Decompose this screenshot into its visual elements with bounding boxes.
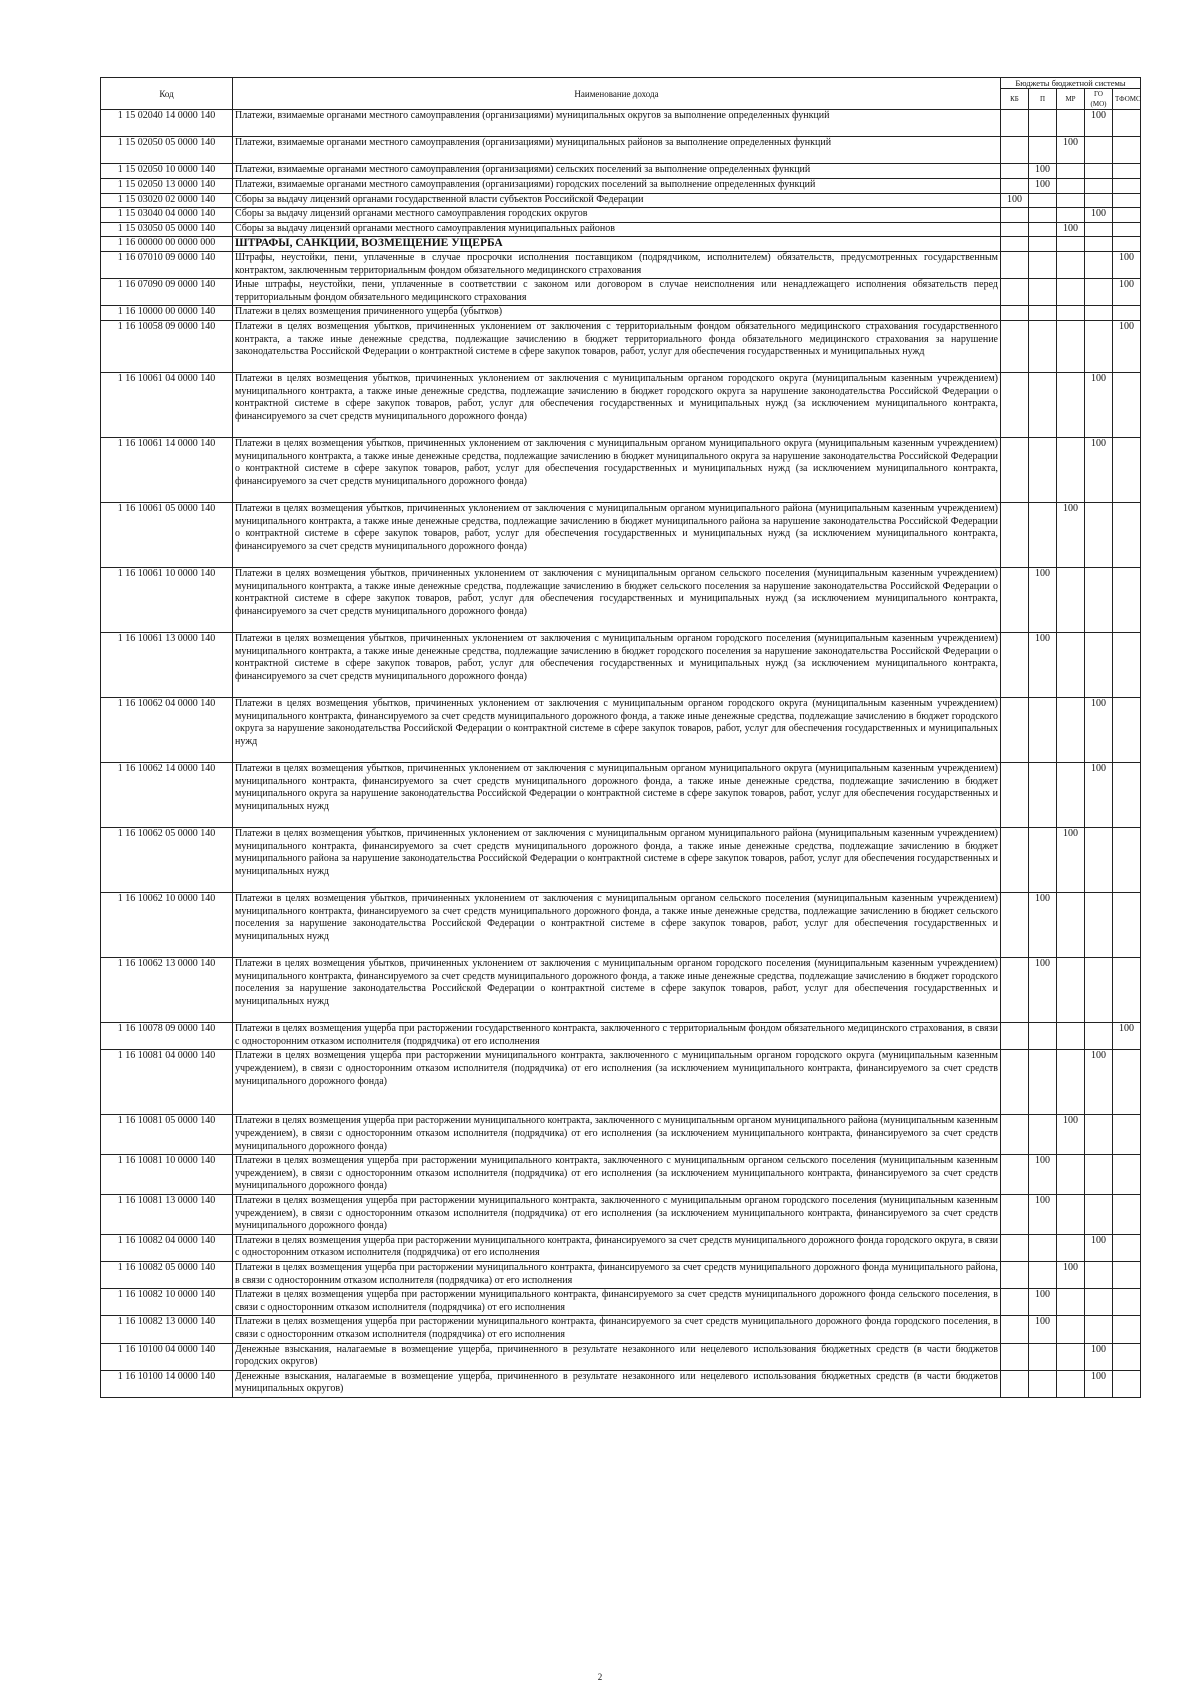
row-name: Платежи, взимаемые органами местного самоуправления (организациями) сельских поселений за выполнение определенных функций (233, 164, 1001, 179)
row-name: Иные штрафы, неустойки, пени, уплаченные в соответствии с законом или договором в случае неисполнения или ненадлежащего исполнения обязательств перед территориальным фондом обязательного медицинского страхования (233, 279, 1001, 306)
row-budget-share (1113, 1289, 1141, 1316)
row-budget-share: 100 (1029, 1316, 1057, 1343)
row-budget-share: 100 (1029, 958, 1057, 1023)
row-budget-share (1029, 137, 1057, 164)
row-code: 1 16 10061 05 0000 140 (101, 503, 233, 568)
row-budget-share (1057, 698, 1085, 763)
row-name: Платежи в целях возмещения убытков, причиненных уклонением от заключения с муниципальным органом городского поселения (муниципальным казенным учреждением) муниципального контракта, а также иные денежные средства, подлежащие зачислению в бюджет городского поселения за нарушение законодательства Российской Федерации о контрактной системе в сфере закупок товаров, работ, услуг для обеспечения государственных и муниципальных нужд (за исключением муниципального контракта, финансируемого за счет средств муниципального дорожного фонда) (233, 633, 1001, 698)
row-budget-share (1085, 503, 1113, 568)
row-budget-share (1113, 306, 1141, 321)
row-budget-share: 100 (1029, 893, 1057, 958)
row-budget-share (1113, 164, 1141, 179)
row-code: 1 16 07090 09 0000 140 (101, 279, 233, 306)
page-number: 2 (597, 1672, 603, 1682)
header-col-go: ГО (МО) (1085, 89, 1113, 110)
table-row (101, 306, 1141, 321)
row-budget-share (1001, 178, 1029, 193)
row-budget-share: 100 (1057, 828, 1085, 893)
row-code: 1 16 07010 09 0000 140 (101, 251, 233, 278)
row-code: 1 15 02050 10 0000 140 (101, 164, 233, 179)
row-code: 1 15 02050 05 0000 140 (101, 137, 233, 164)
row-budget-share (1029, 828, 1057, 893)
row-code: 1 16 10058 09 0000 140 (101, 320, 233, 372)
row-name: Денежные взыскания, налагаемые в возмещение ущерба, причиненного в результате незаконного или нецелевого использования бюджетных средств (в части бюджетов муниципальных округов) (233, 1370, 1001, 1397)
row-code: 1 15 03050 05 0000 140 (101, 222, 233, 237)
row-budget-share (1001, 1115, 1029, 1155)
row-name: Платежи в целях возмещения ущерба при расторжении муниципального контракта, финансируемого за счет средств муниципального дорожного фонда городского поселения, в связи с односторонним отказом исполнителя (подрядчика) от его исполнения (233, 1316, 1001, 1343)
row-budget-share (1001, 320, 1029, 372)
row-budget-share (1001, 1370, 1029, 1397)
row-budget-share: 100 (1113, 279, 1141, 306)
row-name: Платежи в целях возмещения убытков, причиненных уклонением от заключения с муниципальным органом муниципального округа (муниципальным казенным учреждением) муниципального контракта, а также иные денежные средства, подлежащие зачислению в бюджет муниципального округа за нарушение законодательства Российской Федерации о контрактной системе в сфере закупок товаров, работ, услуг для обеспечения государственных и муниципальных нужд (за исключением муниципального контракта, финансируемого за счет средств муниципального дорожного фонда) (233, 438, 1001, 503)
table-header (101, 78, 1141, 110)
table-row (101, 137, 1141, 164)
row-budget-share (1001, 1023, 1029, 1050)
revenue-table-sheet (100, 77, 1140, 1398)
header-col-kb: КБ (1001, 89, 1029, 110)
row-name: Платежи в целях возмещения убытков, причиненных уклонением от заключения с муниципальным органом городского округа (муниципальным казенным учреждением) муниципального контракта, финансируемого за счет средств муниципального дорожного фонда, а также иные денежные средства, подлежащие зачислению в бюджет городского округа за нарушение законодательства Российской Федерации о контрактной системе в сфере закупок товаров, работ, услуг для обеспечения государственных и муниципальных нужд (233, 698, 1001, 763)
row-budget-share (1057, 251, 1085, 278)
row-budget-share (1085, 1316, 1113, 1343)
row-budget-share (1029, 251, 1057, 278)
row-code: 1 16 10061 14 0000 140 (101, 438, 233, 503)
row-budget-share (1001, 828, 1029, 893)
row-name: Платежи в целях возмещения убытков, причиненных уклонением от заключения с территориальным фондом обязательного медицинского страхования государственного контракта, а также иные денежные средства, подлежащие зачислению в бюджет территориального фонда обязательного медицинского страхования за нарушение законодательства Российской Федерации о контрактной системе в сфере закупок товаров, работ, услуг для обеспечения государственных и муниципальных нужд (233, 320, 1001, 372)
row-name: ШТРАФЫ, САНКЦИИ, ВОЗМЕЩЕНИЕ УЩЕРБА (233, 237, 1001, 252)
table-row (101, 698, 1141, 763)
row-budget-share (1029, 763, 1057, 828)
table-row (101, 1195, 1141, 1235)
row-budget-share: 100 (1001, 193, 1029, 208)
row-budget-share: 100 (1029, 178, 1057, 193)
row-budget-share (1057, 110, 1085, 137)
row-code: 1 16 10062 05 0000 140 (101, 828, 233, 893)
row-budget-share (1113, 222, 1141, 237)
table-row (101, 438, 1141, 503)
row-budget-share (1057, 208, 1085, 223)
row-budget-share (1085, 178, 1113, 193)
row-budget-share: 100 (1085, 763, 1113, 828)
row-budget-share (1001, 222, 1029, 237)
row-name: Платежи в целях возмещения убытков, причиненных уклонением от заключения с муниципальным органом муниципального района (муниципальным казенным учреждением) муниципального контракта, а также иные денежные средства, подлежащие зачислению в бюджет муниципального района за нарушение законодательства Российской Федерации о контрактной системе в сфере закупок товаров, работ, услуг для обеспечения государственных и муниципальных нужд (за исключением муниципального контракта, финансируемого за счет средств муниципального дорожного фонда) (233, 503, 1001, 568)
budget-revenue-table (100, 77, 1141, 1398)
row-budget-share (1029, 193, 1057, 208)
table-row (101, 568, 1141, 633)
table-row (101, 237, 1141, 252)
row-budget-share (1113, 1115, 1141, 1155)
table-row (101, 110, 1141, 137)
row-budget-share (1001, 306, 1029, 321)
row-budget-share (1057, 1343, 1085, 1370)
table-row (101, 208, 1141, 223)
row-budget-share (1085, 958, 1113, 1023)
row-name: Платежи в целях возмещения ущерба при расторжении муниципального контракта, финансируемого за счет средств муниципального дорожного фонда сельского поселения, в связи с односторонним отказом исполнителя (подрядчика) от его исполнения (233, 1289, 1001, 1316)
row-budget-share (1057, 373, 1085, 438)
row-budget-share: 100 (1085, 698, 1113, 763)
row-budget-share (1029, 1343, 1057, 1370)
row-budget-share (1085, 251, 1113, 278)
row-budget-share (1057, 958, 1085, 1023)
row-code: 1 16 10062 10 0000 140 (101, 893, 233, 958)
row-budget-share (1001, 1050, 1029, 1115)
row-budget-share (1029, 110, 1057, 137)
row-budget-share (1001, 763, 1029, 828)
row-budget-share: 100 (1113, 251, 1141, 278)
row-name: Сборы за выдачу лицензий органами местного самоуправления муниципальных районов (233, 222, 1001, 237)
row-budget-share (1057, 279, 1085, 306)
header-name: Наименование дохода (233, 78, 1001, 110)
row-budget-share (1113, 208, 1141, 223)
table-row (101, 1050, 1141, 1115)
row-budget-share: 100 (1057, 503, 1085, 568)
row-budget-share (1113, 110, 1141, 137)
row-budget-share (1113, 1050, 1141, 1115)
row-budget-share: 100 (1057, 1115, 1085, 1155)
row-budget-share (1113, 828, 1141, 893)
row-budget-share (1113, 438, 1141, 503)
row-code: 1 16 10061 10 0000 140 (101, 568, 233, 633)
row-budget-share (1113, 958, 1141, 1023)
row-name: Сборы за выдачу лицензий органами государственной власти субъектов Российской Федерации (233, 193, 1001, 208)
table-row (101, 828, 1141, 893)
row-name: Платежи в целях возмещения ущерба при расторжении муниципального контракта, финансируемого за счет средств муниципального дорожного фонда городского округа, в связи с односторонним отказом исполнителя (подрядчика) от его исполнения (233, 1234, 1001, 1261)
header-code: Код (101, 78, 233, 110)
row-budget-share (1057, 893, 1085, 958)
row-budget-share (1029, 222, 1057, 237)
row-budget-share (1057, 320, 1085, 372)
table-row (101, 279, 1141, 306)
table-row (101, 1115, 1141, 1155)
row-code: 1 16 10082 04 0000 140 (101, 1234, 233, 1261)
row-code: 1 16 00000 00 0000 000 (101, 237, 233, 252)
row-budget-share (1029, 1050, 1057, 1115)
row-budget-share (1001, 958, 1029, 1023)
row-budget-share (1113, 1155, 1141, 1195)
row-code: 1 16 10061 04 0000 140 (101, 373, 233, 438)
row-budget-share (1057, 1155, 1085, 1195)
table-row (101, 633, 1141, 698)
row-budget-share: 100 (1029, 1195, 1057, 1235)
row-budget-share (1113, 1343, 1141, 1370)
row-name: Платежи в целях возмещения убытков, причиненных уклонением от заключения с муниципальным органом городского округа (муниципальным казенным учреждением) муниципального контракта, а также иные денежные средства, подлежащие зачислению в бюджет городского округа за нарушение законодательства Российской Федерации о контрактной системе в сфере закупок товаров, работ, услуг для обеспечения государственных и муниципальных нужд (за исключением муниципального контракта, финансируемого за счет средств муниципального дорожного фонда) (233, 373, 1001, 438)
table-row (101, 958, 1141, 1023)
row-name: Платежи в целях возмещения убытков, причиненных уклонением от заключения с муниципальным органом сельского поселения (муниципальным казенным учреждением) муниципального контракта, финансируемого за счет средств муниципального дорожного фонда, а также иные денежные средства, подлежащие зачислению в бюджет сельского поселения за нарушение законодательства Российской Федерации о контрактной системе в сфере закупок товаров, работ, услуг для обеспечения государственных и муниципальных нужд (233, 893, 1001, 958)
row-name: Платежи в целях возмещения причиненного ущерба (убытков) (233, 306, 1001, 321)
row-budget-share (1057, 193, 1085, 208)
row-budget-share: 100 (1029, 633, 1057, 698)
table-row (101, 503, 1141, 568)
row-budget-share (1085, 633, 1113, 698)
table-body (101, 110, 1141, 1398)
row-budget-share: 100 (1057, 1262, 1085, 1289)
row-name: Платежи в целях возмещения ущерба при расторжении муниципального контракта, заключенного с муниципальным органом сельского поселения (муниципальным казенным учреждением), в связи с односторонним отказом исполнителя (подрядчика) от его исполнения (за исключением муниципального контракта, финансируемого за счет средств муниципального дорожного фонда) (233, 1155, 1001, 1195)
row-budget-share (1029, 237, 1057, 252)
row-budget-share (1001, 503, 1029, 568)
row-budget-share (1113, 1370, 1141, 1397)
row-budget-share (1085, 1289, 1113, 1316)
table-row (101, 1155, 1141, 1195)
row-budget-share: 100 (1085, 208, 1113, 223)
table-row (101, 763, 1141, 828)
row-code: 1 16 10061 13 0000 140 (101, 633, 233, 698)
row-budget-share (1085, 1195, 1113, 1235)
row-budget-share (1085, 222, 1113, 237)
row-budget-share (1029, 1262, 1057, 1289)
row-budget-share: 100 (1085, 438, 1113, 503)
row-code: 1 16 10000 00 0000 140 (101, 306, 233, 321)
row-budget-share (1057, 237, 1085, 252)
row-budget-share: 100 (1029, 1155, 1057, 1195)
row-budget-share: 100 (1085, 110, 1113, 137)
row-budget-share (1085, 893, 1113, 958)
header-col-tfoms: ТФОМС (1113, 89, 1141, 110)
row-code: 1 16 10081 10 0000 140 (101, 1155, 233, 1195)
row-budget-share (1057, 1023, 1085, 1050)
table-row (101, 1234, 1141, 1261)
row-budget-share (1085, 320, 1113, 372)
row-budget-share (1029, 698, 1057, 763)
row-name: Платежи в целях возмещения ущерба при расторжении муниципального контракта, заключенного с муниципальным органом муниципального района (муниципальным казенным учреждением), в связи с односторонним отказом исполнителя (подрядчика) от его исполнения (за исключением муниципального контракта, финансируемого за счет средств муниципального дорожного фонда) (233, 1115, 1001, 1155)
row-budget-share (1057, 1289, 1085, 1316)
row-budget-share (1001, 1262, 1029, 1289)
row-budget-share (1029, 503, 1057, 568)
row-budget-share (1113, 568, 1141, 633)
table-row (101, 178, 1141, 193)
row-name: Денежные взыскания, налагаемые в возмещение ущерба, причиненного в результате незаконного или нецелевого использования бюджетных средств (в части бюджетов городских округов) (233, 1343, 1001, 1370)
row-budget-share (1057, 164, 1085, 179)
row-name: Платежи, взимаемые органами местного самоуправления (организациями) городских поселений за выполнение определенных функций (233, 178, 1001, 193)
table-row (101, 1262, 1141, 1289)
row-budget-share (1029, 306, 1057, 321)
row-budget-share (1001, 1343, 1029, 1370)
row-budget-share (1113, 1234, 1141, 1261)
row-code: 1 16 10082 05 0000 140 (101, 1262, 233, 1289)
row-code: 1 15 03040 04 0000 140 (101, 208, 233, 223)
row-budget-share (1057, 178, 1085, 193)
row-budget-share (1113, 178, 1141, 193)
row-budget-share (1001, 373, 1029, 438)
row-budget-share: 100 (1113, 320, 1141, 372)
row-code: 1 16 10081 04 0000 140 (101, 1050, 233, 1115)
row-budget-share (1085, 279, 1113, 306)
row-name: Платежи в целях возмещения убытков, причиненных уклонением от заключения с муниципальным органом городского поселения (муниципальным казенным учреждением) муниципального контракта, финансируемого за счет средств муниципального дорожного фонда, а также иные денежные средства, подлежащие зачислению в бюджет городского поселения за нарушение законодательства Российской Федерации о контрактной системе в сфере закупок товаров, работ, услуг для обеспечения государственных и муниципальных нужд (233, 958, 1001, 1023)
row-code: 1 16 10100 04 0000 140 (101, 1343, 233, 1370)
row-budget-share (1029, 320, 1057, 372)
row-budget-share: 100 (1029, 1289, 1057, 1316)
row-budget-share (1113, 1316, 1141, 1343)
row-name: Платежи в целях возмещения убытков, причиненных уклонением от заключения с муниципальным органом муниципального района (муниципальным казенным учреждением) муниципального контракта, финансируемого за счет средств муниципального дорожного фонда, а также иные денежные средства, подлежащие зачислению в бюджет муниципального района за нарушение законодательства Российской Федерации о контрактной системе в сфере закупок товаров, работ, услуг для обеспечения государственных и муниципальных нужд (233, 828, 1001, 893)
header-budgets: Бюджеты бюджетной системы (1001, 78, 1141, 89)
row-budget-share (1085, 237, 1113, 252)
row-budget-share (1113, 373, 1141, 438)
row-code: 1 15 02050 13 0000 140 (101, 178, 233, 193)
table-row (101, 222, 1141, 237)
row-budget-share (1029, 1115, 1057, 1155)
row-budget-share (1001, 568, 1029, 633)
row-budget-share (1057, 1195, 1085, 1235)
table-row (101, 320, 1141, 372)
row-budget-share (1057, 568, 1085, 633)
row-name: Платежи, взимаемые органами местного самоуправления (организациями) муниципальных районов за выполнение определенных функций (233, 137, 1001, 164)
row-code: 1 15 02040 14 0000 140 (101, 110, 233, 137)
row-budget-share (1113, 698, 1141, 763)
row-name: Платежи в целях возмещения ущерба при расторжении муниципального контракта, заключенного с муниципальным органом городского округа (муниципальным казенным учреждением), в связи с односторонним отказом исполнителя (подрядчика) от его исполнения (за исключением муниципального контракта, финансируемого за счет средств муниципального дорожного фонда) (233, 1050, 1001, 1115)
row-budget-share: 100 (1029, 164, 1057, 179)
table-row (101, 251, 1141, 278)
row-budget-share (1085, 1115, 1113, 1155)
row-budget-share (1057, 1050, 1085, 1115)
row-name: Сборы за выдачу лицензий органами местного самоуправления городских округов (233, 208, 1001, 223)
row-budget-share (1029, 1370, 1057, 1397)
row-budget-share (1001, 164, 1029, 179)
row-budget-share (1001, 1316, 1029, 1343)
row-budget-share (1001, 237, 1029, 252)
row-budget-share (1001, 110, 1029, 137)
row-budget-share (1057, 306, 1085, 321)
row-budget-share (1113, 503, 1141, 568)
row-budget-share (1001, 438, 1029, 503)
row-budget-share (1113, 893, 1141, 958)
table-row (101, 193, 1141, 208)
row-budget-share (1085, 306, 1113, 321)
row-budget-share (1085, 568, 1113, 633)
row-budget-share (1001, 698, 1029, 763)
row-budget-share (1001, 633, 1029, 698)
row-budget-share (1029, 1023, 1057, 1050)
row-budget-share (1057, 1370, 1085, 1397)
row-name: Платежи в целях возмещения ущерба при расторжении муниципального контракта, заключенного с муниципальным органом городского поселения (муниципальным казенным учреждением), в связи с односторонним отказом исполнителя (подрядчика) от его исполнения (за исключением муниципального контракта, финансируемого за счет средств муниципального дорожного фонда) (233, 1195, 1001, 1235)
row-budget-share (1029, 279, 1057, 306)
row-budget-share (1113, 137, 1141, 164)
table-row (101, 1370, 1141, 1397)
table-row (101, 1316, 1141, 1343)
table-row (101, 893, 1141, 958)
row-budget-share (1029, 1234, 1057, 1261)
row-name: Штрафы, неустойки, пени, уплаченные в случае просрочки исполнения поставщиком (подрядчиком, исполнителем) обязательств, предусмотренных государственным контрактом, заключенным территориальным фондом обязательного медицинского страхования (233, 251, 1001, 278)
row-budget-share (1113, 193, 1141, 208)
row-budget-share (1057, 1234, 1085, 1261)
header-col-mr: МР (1057, 89, 1085, 110)
row-budget-share (1113, 1262, 1141, 1289)
row-budget-share: 100 (1057, 222, 1085, 237)
row-name: Платежи в целях возмещения убытков, причиненных уклонением от заключения с муниципальным органом сельского поселения (муниципальным казенным учреждением) муниципального контракта, а также иные денежные средства, подлежащие зачислению в бюджет сельского поселения за нарушение законодательства Российской Федерации о контрактной системе в сфере закупок товаров, работ, услуг для обеспечения государственных и муниципальных нужд (за исключением муниципального контракта, финансируемого за счет средств муниципального дорожного фонда) (233, 568, 1001, 633)
row-budget-share (1085, 1023, 1113, 1050)
row-budget-share (1001, 137, 1029, 164)
row-code: 1 16 10062 04 0000 140 (101, 698, 233, 763)
table-row (101, 373, 1141, 438)
row-name: Платежи, взимаемые органами местного самоуправления (организациями) муниципальных округов за выполнение определенных функций (233, 110, 1001, 137)
row-budget-share: 100 (1085, 373, 1113, 438)
row-code: 1 15 03020 02 0000 140 (101, 193, 233, 208)
row-name: Платежи в целях возмещения ущерба при расторжении государственного контракта, заключенного с территориальным фондом обязательного медицинского страхования, в связи с односторонним отказом исполнителя (подрядчика) от его исполнения (233, 1023, 1001, 1050)
row-code: 1 16 10081 13 0000 140 (101, 1195, 233, 1235)
row-budget-share (1029, 208, 1057, 223)
row-budget-share (1029, 373, 1057, 438)
row-budget-share: 100 (1029, 568, 1057, 633)
table-row (101, 1343, 1141, 1370)
row-budget-share (1085, 828, 1113, 893)
row-budget-share (1057, 1316, 1085, 1343)
row-budget-share (1113, 763, 1141, 828)
table-row (101, 164, 1141, 179)
row-budget-share (1057, 438, 1085, 503)
row-budget-share: 100 (1085, 1343, 1113, 1370)
row-budget-share (1085, 137, 1113, 164)
table-row (101, 1289, 1141, 1316)
row-budget-share: 100 (1085, 1234, 1113, 1261)
row-budget-share: 100 (1113, 1023, 1141, 1050)
row-budget-share (1085, 1262, 1113, 1289)
row-budget-share (1113, 1195, 1141, 1235)
row-budget-share (1001, 208, 1029, 223)
table-row (101, 1023, 1141, 1050)
row-code: 1 16 10100 14 0000 140 (101, 1370, 233, 1397)
row-budget-share (1085, 193, 1113, 208)
row-code: 1 16 10062 13 0000 140 (101, 958, 233, 1023)
row-budget-share (1001, 1289, 1029, 1316)
row-budget-share: 100 (1057, 137, 1085, 164)
row-budget-share (1001, 893, 1029, 958)
row-budget-share (1113, 633, 1141, 698)
row-budget-share (1113, 237, 1141, 252)
row-budget-share: 100 (1085, 1050, 1113, 1115)
row-budget-share (1085, 1155, 1113, 1195)
row-code: 1 16 10078 09 0000 140 (101, 1023, 233, 1050)
row-budget-share (1001, 279, 1029, 306)
row-budget-share (1029, 438, 1057, 503)
row-name: Платежи в целях возмещения убытков, причиненных уклонением от заключения с муниципальным органом муниципального округа (муниципальным казенным учреждением) муниципального контракта, финансируемого за счет средств муниципального дорожного фонда, а также иные денежные средства, подлежащие зачислению в бюджет муниципального округа за нарушение законодательства Российской Федерации о контрактной системе в сфере закупок товаров, работ, услуг для обеспечения государственных и муниципальных нужд (233, 763, 1001, 828)
row-budget-share (1057, 763, 1085, 828)
row-budget-share (1001, 1195, 1029, 1235)
header-col-p: П (1029, 89, 1057, 110)
row-budget-share (1001, 1234, 1029, 1261)
row-budget-share (1057, 633, 1085, 698)
row-name: Платежи в целях возмещения ущерба при расторжении муниципального контракта, финансируемого за счет средств муниципального дорожного фонда муниципального района, в связи с односторонним отказом исполнителя (подрядчика) от его исполнения (233, 1262, 1001, 1289)
row-budget-share: 100 (1085, 1370, 1113, 1397)
row-budget-share (1001, 251, 1029, 278)
row-code: 1 16 10082 10 0000 140 (101, 1289, 233, 1316)
row-code: 1 16 10081 05 0000 140 (101, 1115, 233, 1155)
row-budget-share (1001, 1155, 1029, 1195)
row-budget-share (1085, 164, 1113, 179)
row-code: 1 16 10062 14 0000 140 (101, 763, 233, 828)
row-code: 1 16 10082 13 0000 140 (101, 1316, 233, 1343)
